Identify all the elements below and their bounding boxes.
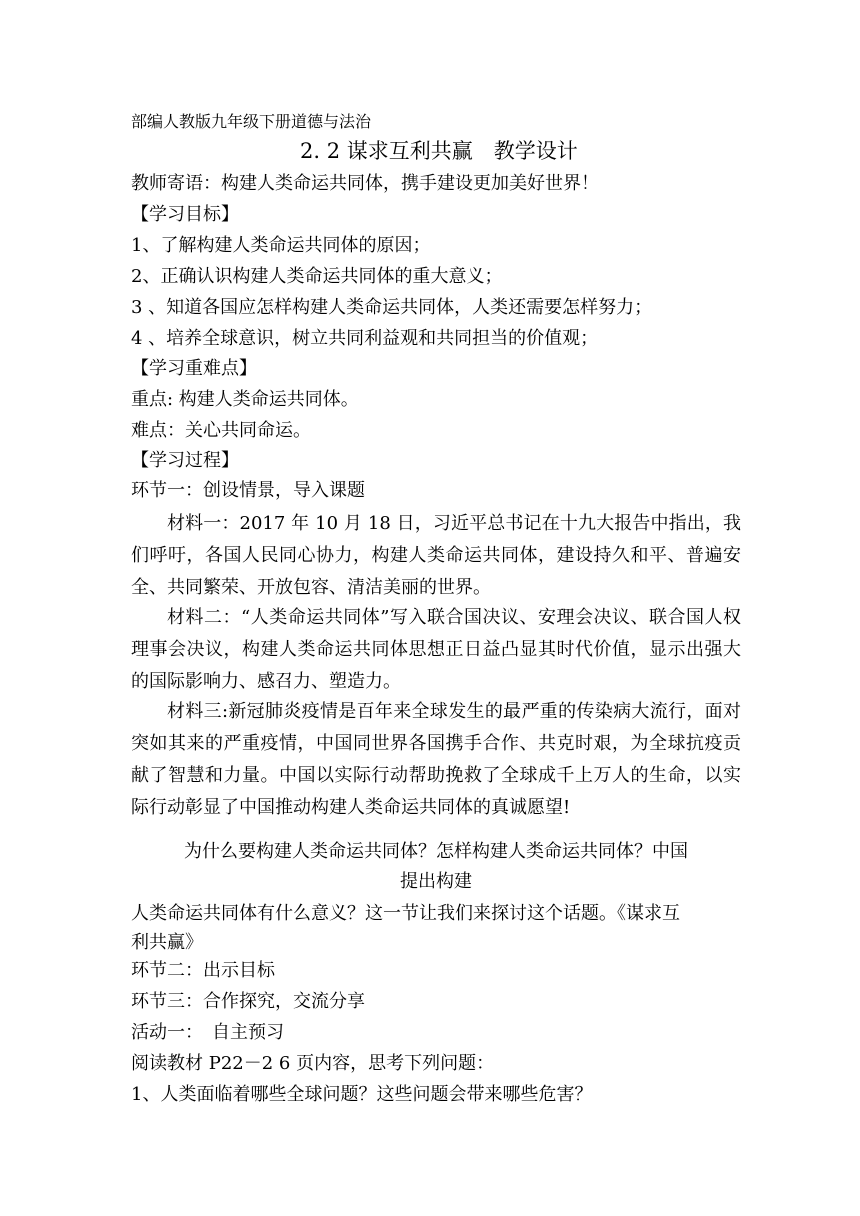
material-2: 材料二：“人类命运共同体”写入联合国决议、安理会决议、联合国人权理事会决议，构建人类命运共同体思想正日益凸显其时代价值，显示出强大的国际影响力、感召力、塑造力。 [131, 607, 741, 692]
objective-item: 4 、培养全球意识，树立共同利益观和共同担当的价值观； [131, 328, 599, 349]
step-3: 环节三：合作探究，交流分享 [131, 991, 365, 1012]
objective-item: 1、了解构建人类命运共同体的原因； [131, 235, 431, 256]
question-line-4: 利共赢》 [131, 932, 203, 953]
header-note: 部编人教版九年级下册道德与法治 [131, 112, 372, 131]
question-line-2: 提出构建 [400, 871, 472, 892]
question-line-3: 人类命运共同体有什么意义？这一节让我们来探讨这个话题。《谋求互 [131, 903, 680, 924]
material-3: 材料三:新冠肺炎疫情是百年来全球发生的最严重的传染病大流行，面对突如其来的严重疫情，中国同世界各国携手合作、共克时艰，为全球抗疫贡献了智慧和力量。中国以实际行动帮助挽救了全球成千上万人的生命，以实际行动彰显了中国推动构建人类命运共同体的真诚愿望! [131, 701, 741, 818]
key-point: 重点: 构建人类命运共同体。 [131, 389, 359, 410]
teacher-message: 教师寄语：构建人类命运共同体，携手建设更加美好世界！ [131, 173, 599, 194]
step-2: 环节二：出示目标 [131, 960, 275, 981]
objective-item: 3 、知道各国应怎样构建人类命运共同体，人类还需要怎样努力； [131, 297, 653, 318]
objectives-heading: 【学习目标】 [131, 204, 239, 225]
activity-1: 活动一： 自主预习 [131, 1022, 284, 1043]
objective-item: 2、正确认识构建人类命运共同体的重大意义； [131, 266, 503, 287]
material-1: 材料一：2017 年 10 月 18 日，习近平总书记在十九大报告中指出，我们呼吁，各国人民同心协力，构建人类命运共同体，建设持久和平、普遍安全、共同繁荣、开放包容、清洁美丽的世界。 [131, 513, 741, 598]
step-1: 环节一：创设情景，导入课题 [131, 480, 365, 501]
difficult-point: 难点：关心共同命运。 [131, 420, 311, 441]
reading-instruction: 阅读教材 P22－2 6 页内容，思考下列问题： [131, 1053, 495, 1074]
document-title: 2. 2 谋求互利共赢 教学设计 [300, 139, 578, 163]
question-line-1: 为什么要构建人类命运共同体？怎样构建人类命运共同体？中国 [184, 841, 688, 862]
process-heading: 【学习过程】 [131, 450, 239, 471]
question-1: 1、人类面临着哪些全球问题？这些问题会带来哪些危害？ [131, 1084, 593, 1105]
key-points-heading: 【学习重难点】 [131, 358, 257, 379]
